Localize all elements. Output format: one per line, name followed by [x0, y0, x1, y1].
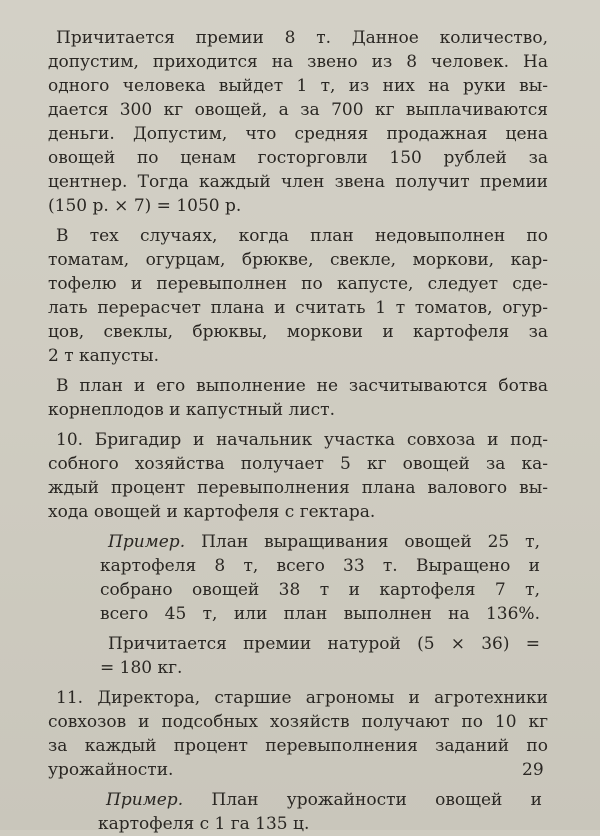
example-block — [100, 530, 540, 626]
text-line: 10. Бригадир и начальник участка совхоза и под- — [56, 430, 548, 450]
text-line: всего 45 т, или план выполнен на 136%. — [100, 604, 540, 624]
text-line: центнер. Тогда каждый член звена получит премии — [48, 172, 548, 192]
text-line: Причитается премии 8 т. Данное количество, — [56, 28, 548, 48]
text-line: = 180 кг. — [100, 658, 183, 678]
page-text — [48, 26, 548, 836]
text-line: Причитается премии натурой (5 × 36) = — [108, 634, 540, 654]
text-line: хода овощей и картофеля с гектара. — [48, 502, 376, 522]
text-line: Пример. План выращивания овощей 25 т, — [108, 532, 540, 552]
text-line: 2 т капусты. — [48, 346, 159, 366]
text-line: овощей по ценам госторговли 150 рублей за — [48, 148, 548, 168]
text-line: (150 р. × 7) = 1050 р. — [48, 196, 242, 216]
paragraph-11 — [48, 686, 548, 782]
text-line: собного хозяйства получает 5 кг овощей за ка- — [48, 454, 548, 474]
text-line: допустим, приходится на звено из 8 человек. На — [48, 52, 548, 72]
text-line: В план и его выполнение не засчитываются ботва — [56, 376, 548, 396]
text-line: цов, свеклы, брюквы, моркови и картофеля за — [48, 322, 548, 342]
paragraph — [48, 374, 548, 422]
paragraph-10 — [48, 428, 548, 524]
text-line: корнеплодов и капустный лист. — [48, 400, 335, 420]
paragraph — [48, 224, 548, 368]
text-line: собрано овощей 38 т и картофеля 7 т, — [100, 580, 540, 600]
text-line: дается 300 кг овощей, а за 700 кг выплачиваются — [48, 100, 548, 120]
text-line: томатам, огурцам, брюкве, свекле, моркови, кар- — [48, 250, 548, 270]
page-number: 29 — [522, 760, 544, 780]
text-line: 11. Директора, старшие агрономы и агротехники — [56, 688, 548, 708]
example-block — [98, 788, 542, 836]
text-line: деньги. Допустим, что средняя продажная цена — [48, 124, 548, 144]
text-line: одного человека выйдет 1 т, из них на руки вы- — [48, 76, 548, 96]
text-line: за каждый процент перевыполнения заданий по — [48, 736, 548, 756]
text-line: Пример. План урожайности овощей и — [106, 790, 542, 810]
text-line: тофелю и перевыполнен по капусте, следует сде- — [48, 274, 548, 294]
text-line: совхозов и подсобных хозяйств получают по 10 кг — [48, 712, 548, 732]
text-line: урожайности. — [48, 760, 174, 780]
text-line: лать перерасчет плана и считать 1 т томатов, огур- — [48, 298, 548, 318]
text-line: В тех случаях, когда план недовыполнен по — [56, 226, 548, 246]
paragraph — [48, 26, 548, 218]
example-result — [100, 632, 540, 680]
text-line: картофеля с 1 га 135 ц. — [98, 814, 310, 834]
text-line: ждый процент перевыполнения плана валового вы- — [48, 478, 548, 498]
text-line: картофеля 8 т, всего 33 т. Выращено и — [100, 556, 540, 576]
